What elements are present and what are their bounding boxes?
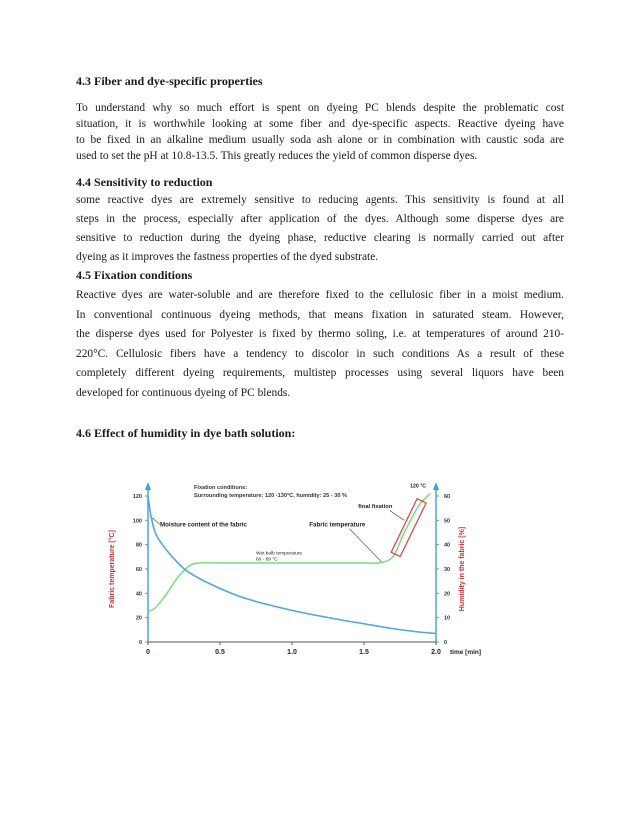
paragraph-line: completely different dyeing requirements, multistep processes using several liquors have been — [76, 367, 564, 379]
y-right-tick-label: 40 — [444, 542, 451, 549]
annotation-end-temperature: 120 °C — [410, 483, 427, 490]
paragraph-line: some reactive dyes are extremely sensitive to reducing agents. This sensitivity is found at all — [76, 194, 564, 206]
annotation-fabric-temperature: Fabric temperature — [309, 521, 366, 529]
paragraph-line: 220°C. Cellulosic fibers have a tendency to discolor in such conditions As a result of these — [76, 347, 564, 360]
paragraph-4-5 — [76, 286, 564, 403]
annotation-wet-bulb: Wet bulb temperature — [256, 551, 303, 557]
paragraph-line: situation, it is worthwhile looking at some fiber and dye-specific aspects. Reactive dyeing have — [76, 118, 564, 130]
x-tick-label: 0.5 — [215, 649, 225, 656]
y-right-tick-label: 60 — [444, 494, 451, 500]
y-right-tick-label: 50 — [444, 518, 451, 525]
y-right-tick-label: 30 — [444, 567, 451, 573]
y-right-tick-label: 10 — [444, 615, 451, 622]
paragraph-line: In conventional continuous dyeing methods, that means fixation in saturated steam. However, — [76, 308, 564, 321]
paragraph-line: To understand why so much effort is spent on dyeing PC blends despite the problematic cost — [76, 102, 564, 114]
section-heading-4-5: 4.5 Fixation conditions — [76, 268, 193, 282]
humidity-chart — [96, 476, 536, 672]
annotation-final-fixation: final fixation — [358, 504, 393, 511]
final-fixation-box — [391, 499, 426, 557]
y-axis-left-arrow — [145, 482, 151, 490]
paragraph-line: steps in the process, especially after application of the dyes. Although some disperse dyes are — [76, 213, 564, 225]
paragraph-line: sensitive to reduction during the dyeing phase, reductive clearing is normally carried out after — [76, 232, 564, 244]
x-axis-label: time [min] — [450, 649, 482, 656]
paragraph-line: the disperse dyes used for Polyester is fixed by thermo soling, i.e. at temperatures of around 210- — [76, 328, 564, 340]
section-heading-4-6: 4.6 Effect of humidity in dye bath solution: — [76, 426, 296, 440]
y-axis-right-arrow — [433, 482, 439, 490]
paragraph-line: used to set the pH at 10.8-13.5. This greatly reduces the yield of common disperse dyes. — [76, 150, 478, 162]
annotation-final-fixation-leader — [390, 511, 404, 521]
y-axis-left-label: Fabric temperature [°C] — [109, 530, 116, 608]
y-left-tick-label: 120 — [132, 494, 142, 500]
annotation-moisture-leader — [152, 518, 160, 525]
paragraph-4-3 — [76, 100, 564, 164]
paragraph-line: developed for continuous dyeing of PC blends. — [76, 386, 291, 399]
paragraph-4-4 — [76, 191, 564, 267]
paragraph-line: dyeing as it improves the fastness properties of the dyed substrate. — [76, 251, 379, 263]
y-left-tick-label: 40 — [135, 591, 142, 598]
x-tick-label: 0 — [146, 649, 150, 656]
annotation-wet-bulb-range: 60 - 69 °C — [256, 557, 278, 563]
y-axis-right-label: Humidity in the fabric [%] — [459, 526, 466, 612]
annotation-moisture: Moisture content of the fabric — [160, 521, 247, 529]
x-tick-label: 1.0 — [287, 649, 297, 656]
section-heading-4-4: 4.4 Sensitivity to reduction — [76, 175, 213, 189]
y-right-tick-label: 0 — [444, 640, 448, 646]
x-tick-label: 2.0 — [431, 649, 441, 656]
y-left-tick-label: 60 — [135, 567, 142, 573]
paragraph-line: Reactive dyes are water-soluble and are therefore fixed to the cellulosic fiber in a moist medium. — [76, 289, 564, 301]
section-heading-4-3: 4.3 Fiber and dye-specific properties — [76, 74, 263, 88]
y-left-tick-label: 20 — [135, 615, 142, 622]
y-left-tick-label: 80 — [135, 542, 142, 549]
annotation-fabric-temperature-leader — [350, 529, 382, 562]
chart-title-line: Surrounding temperature: 120 -130°C, humidity: 25 - 30 % — [194, 493, 347, 499]
y-left-tick-label: 0 — [138, 640, 142, 646]
chart-title-line: Fixation conditions: — [194, 485, 248, 491]
y-right-tick-label: 20 — [444, 591, 451, 598]
paragraph-line: to be fixed in an alkaline medium usually soda ash alone or in combination with caustic soda are — [76, 134, 564, 146]
x-tick-label: 1.5 — [359, 649, 369, 656]
y-left-tick-label: 100 — [132, 518, 142, 525]
